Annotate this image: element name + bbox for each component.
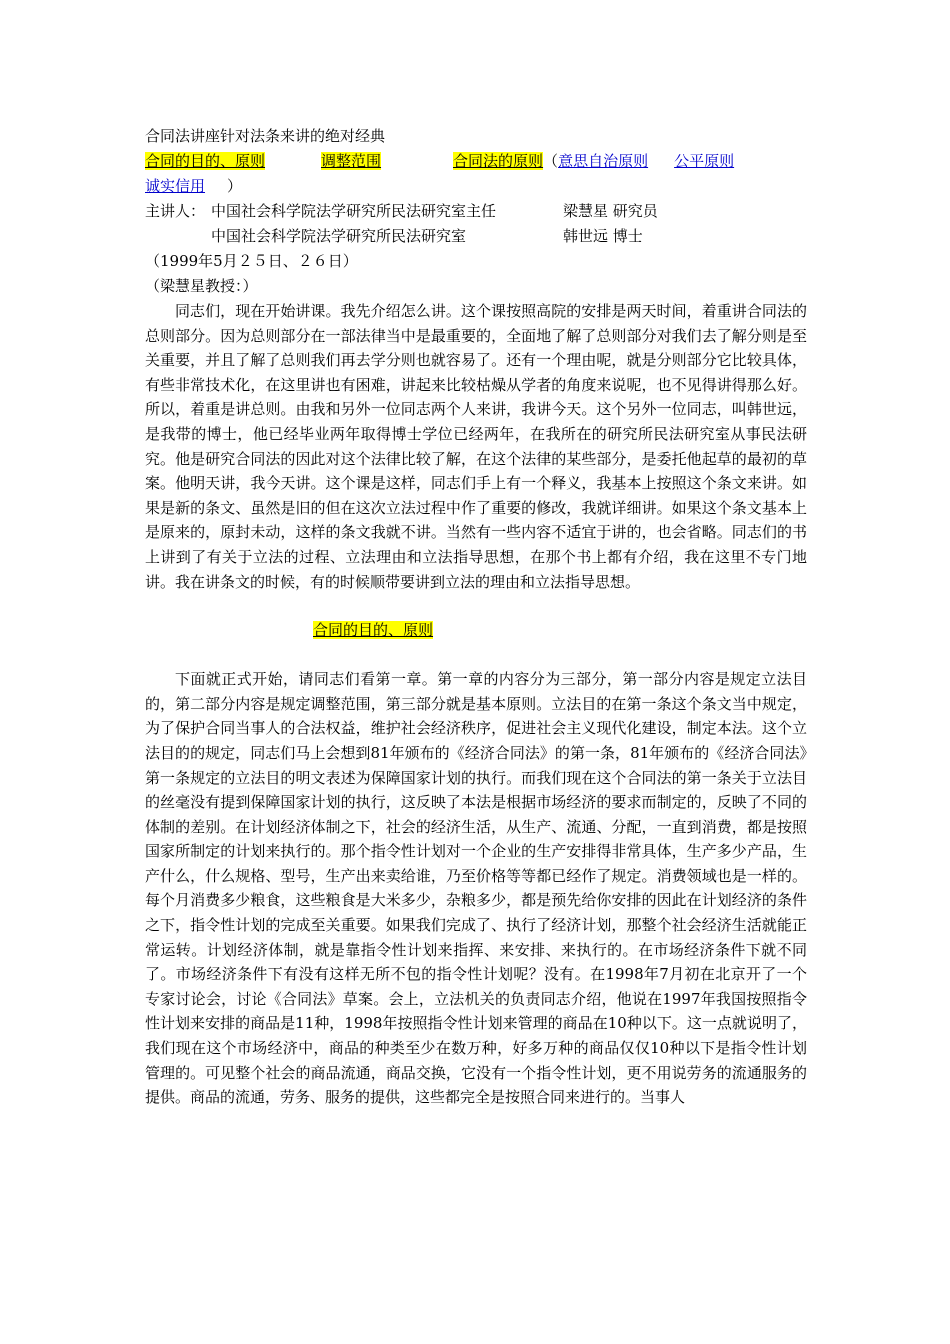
speaker-row-2 (145, 224, 807, 249)
toc-close-paren: ） (227, 177, 243, 195)
speaker1-org: 中国社会科学院法学研究所民法研究室主任 (211, 202, 497, 220)
document-title: 合同法讲座针对法条来讲的绝对经典 (145, 127, 386, 145)
lecturer-label: （梁慧星教授：） (145, 277, 258, 295)
toc-link-purpose-principles[interactable]: 合同的目的、原则 (145, 152, 266, 170)
speaker2-name: 韩世远 博士 (563, 227, 643, 245)
table-of-contents (145, 149, 807, 174)
speaker1-name: 梁慧星 研究员 (563, 202, 658, 220)
toc-link-good-faith[interactable]: 诚实信用 (145, 177, 206, 195)
section-heading: 合同的目的、原则 (313, 621, 434, 640)
body-paragraph: 下面就正式开始，请同志们看第一章。第一章的内容分为三部分，第一部分内容是规定立法目的，第二部分内容是规定调整范围，第三部分就是基本原则。立法目的在第一条这个条文当中规定，为了保护合同当事人的合法权益，维护社会经济秩序，促进社会主义现代化建设，制定本法。这个立法目的的规定，同志们马上会想到81年颁布的《经济合同法》的第一条，81年颁布的《经济合同法》第一条规定的立法目的明文表述为保障国家计划的执行。而我们现在这个合同法的第一条关于立法目的丝毫没有提到保障国家计划的执行，这反映了本法是根据市场经济的要求而制定的，反映了不同的体制的差别。在计划经济体制之下，社会的经济生活，从生产、流通、分配，一直到消费，都是按照国家所制定的计划来执行的。那个指令性计划对一个企业的生产安排得非常具体，生产多少产品，生产什么，什么规格、型号，生产出来卖给谁，乃至价格等等都已经作了规定。消费领域也是一样的。每个月消费多少粮食，这些粮食是大米多少，杂粮多少，都是预先给你安排的因此在计划经济的条件之下，指令性计划的完成至关重要。如果我们完成了、执行了经济计划，那整个社会经济生活就能正常运转。计划经济体制，就是靠指令性计划来指挥、来安排、来执行的。在市场经济条件下就不同了。市场经济条件下有没有这样无所不包的指令性计划呢？没有。在1998年7月初在北京开了一个专家讨论会，讨论《合同法》草案。会上，立法机关的负责同志介绍，他说在1997年我国按照指令性计划来安排的商品是11种，1998年按照指令性计划来管理的商品在10种以下。这一点就说明了，我们现在这个市场经济中，商品的种类至少在数万种，好多万种的商品仅仅10种以下是指令性计划管理的。可见整个社会的商品流通，商品交换，它没有一个指令性计划，更不用说劳务的流通服务的提供。商品的流通，劳务、服务的提供，这些都完全是按照合同来进行的。当事人 (145, 670, 807, 1107)
speaker-label: 主讲人： (145, 202, 206, 220)
intro-paragraph: 同志们，现在开始讲课。我先介绍怎么讲。这个课按照高院的安排是两天时间，着重讲合同法的总则部分。因为总则部分在一部法律当中是最重要的，全面地了解了总则部分对我们去了解分则是至关重要，并且了解了总则我们再去学分则也就容易了。还有一个理由呢，就是分则部分它比较具体，有些非常技术化，在这里讲也有困难，讲起来比较枯燥从学者的角度来说呢，也不见得讲得那么好。所以，着重是讲总则。由我和另外一位同志两个人来讲，我讲今天。这个另外一位同志，叫韩世远，是我带的博士，他已经毕业两年取得博士学位已经两年，在我所在的研究所民法研究室从事民法研究。他是研究合同法的因此对这个法律比较了解，在这个法律的某些部分，是委托他起草的最初的草案。他明天讲，我今天讲。这个课是这样，同志们手上有一个释义，我基本上按照这个条文来讲。如果是新的条文、虽然是旧的但在这次立法过程中作了重要的修改，我就详细讲。如果这个条文基本上是原来的，原封未动，这样的条文我就不讲。当然有一些内容不适宜于讲的，也会省略。同志们的书上讲到了有关于立法的过程、立法理由和立法指导思想，在那个书上都有介绍，我在这里不专门地讲。我在讲条文的时候，有的时候顺带要讲到立法的理由和立法指导思想。 (145, 302, 807, 591)
toc-link-fairness[interactable]: 公平原则 (674, 152, 735, 170)
lecture-date: （1999年5月２５日、２６日） (145, 252, 358, 270)
document-page (145, 124, 807, 1110)
speaker-row-1 (145, 199, 807, 224)
toc-link-contract-principles[interactable]: 合同法的原则 (453, 152, 544, 170)
section-heading-row (145, 618, 807, 643)
speaker2-org: 中国社会科学院法学研究所民法研究室 (211, 227, 467, 245)
toc-continuation (145, 174, 807, 199)
toc-link-autonomy[interactable]: 意思自治原则 (558, 152, 649, 170)
toc-link-scope[interactable]: 调整范围 (321, 152, 382, 170)
toc-open-paren: （ (543, 152, 559, 170)
